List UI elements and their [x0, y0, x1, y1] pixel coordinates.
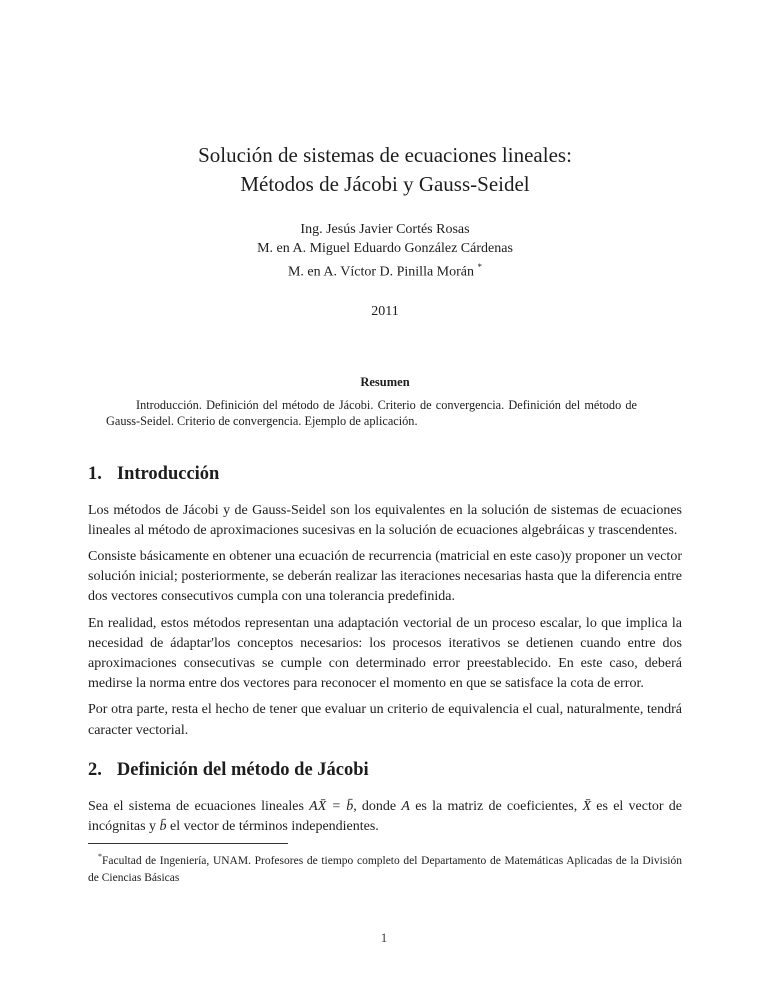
text-run: En realidad, estos métodos representan una adaptación vectorial de un proceso escalar, lo que implica la necesidad de ádaptar'los conceptos necesarios: los procesos iterativos se detienen cuando entre dos aproximaciones consecutivas se cumple con determinado error preestablecido. En este caso, deberá medirse la norma entre dos vectores para reconocer el momento en que se satisface la cota de error. [88, 615, 682, 692]
section-title: Definición del método de Jácobi [116, 759, 369, 780]
section-heading [88, 759, 682, 782]
author-name: M. en A. Víctor D. Pinilla Morán * [287, 262, 482, 280]
footnote-body: Facultad de Ingeniería, UNAM. Profesores de tiempo completo del Departamento de Matemáticas Aplicadas de la División de Ciencias Básicas [88, 855, 682, 885]
author-name: Ing. Jesús Javier Cortés Rosas [300, 222, 470, 237]
paper-title-line1: Solución de sistemas de ecuaciones lineales: [198, 143, 572, 167]
paper-title-line2: Métodos de Jácobi y Gauss-Seidel [240, 172, 530, 196]
section [88, 759, 682, 837]
math-expression: = [326, 798, 347, 814]
text-run: es la matriz de coeficientes, [409, 798, 583, 814]
footnote-text [88, 848, 682, 887]
text-run: Sea el sistema de ecuaciones lineales [88, 798, 310, 814]
footnote [88, 843, 682, 887]
paragraph [88, 547, 682, 608]
text-run: el vector de términos independientes. [166, 819, 379, 835]
section-number: 2. [88, 759, 102, 780]
section-heading [88, 463, 682, 486]
section [88, 463, 682, 741]
text-run: es el vector de incógnitas y [88, 798, 682, 835]
math-expression: A [401, 798, 410, 814]
abstract [88, 374, 682, 429]
math-expression: b̄ [159, 819, 167, 835]
text-run: Los métodos de Jácobi y de Gauss-Seidel son los equivalentes en la solución de sistemas de ecuaciones lineales al método de aproximaciones sucesivas en la solución de ecuaciones algebráicas y trascendentes. [88, 502, 682, 538]
publication-date: 2011 [371, 303, 399, 319]
paragraph [88, 614, 682, 695]
paragraph [88, 797, 682, 837]
page-number: 1 [380, 930, 388, 945]
math-expression: AX̄ [309, 798, 327, 814]
footnote-marker: * [98, 852, 102, 862]
abstract-text: Introducción. Definición del método de Jácobi. Criterio de convergencia. Definición del método de Gauss-Seidel. Criterio de convergencia. Ejemplo de aplicación. [106, 397, 637, 428]
footnote-rule [88, 843, 288, 844]
sections-container [88, 463, 682, 838]
paper-title [88, 141, 682, 199]
math-expression: b̄ [346, 798, 354, 814]
author-footnote-marker: * [477, 262, 482, 272]
text-run: Por otra parte, resta el hecho de tener que evaluar un criterio de equivalencia el cual, naturalmente, tendrá caracter vectorial. [88, 702, 682, 738]
author-name: M. en A. Miguel Eduardo González Cárdenas [257, 241, 513, 256]
paragraph [88, 700, 682, 740]
section-title: Introducción [116, 463, 220, 484]
text-run: Consiste básicamente en obtener una ecuación de recurrencia (matricial en este caso)y proponer un vector solución inicial; posteriormente, se deberán realizar las iteraciones necesarias hasta que la diferencia entre dos vectores consecutivos cumpla con una tolerancia predefinida. [88, 549, 682, 605]
section-number: 1. [88, 463, 102, 484]
abstract-heading: Resumen [360, 374, 410, 389]
text-run: , donde [353, 798, 402, 814]
paragraph [88, 501, 682, 541]
math-expression: X̄ [582, 798, 592, 814]
author-block [88, 220, 682, 282]
